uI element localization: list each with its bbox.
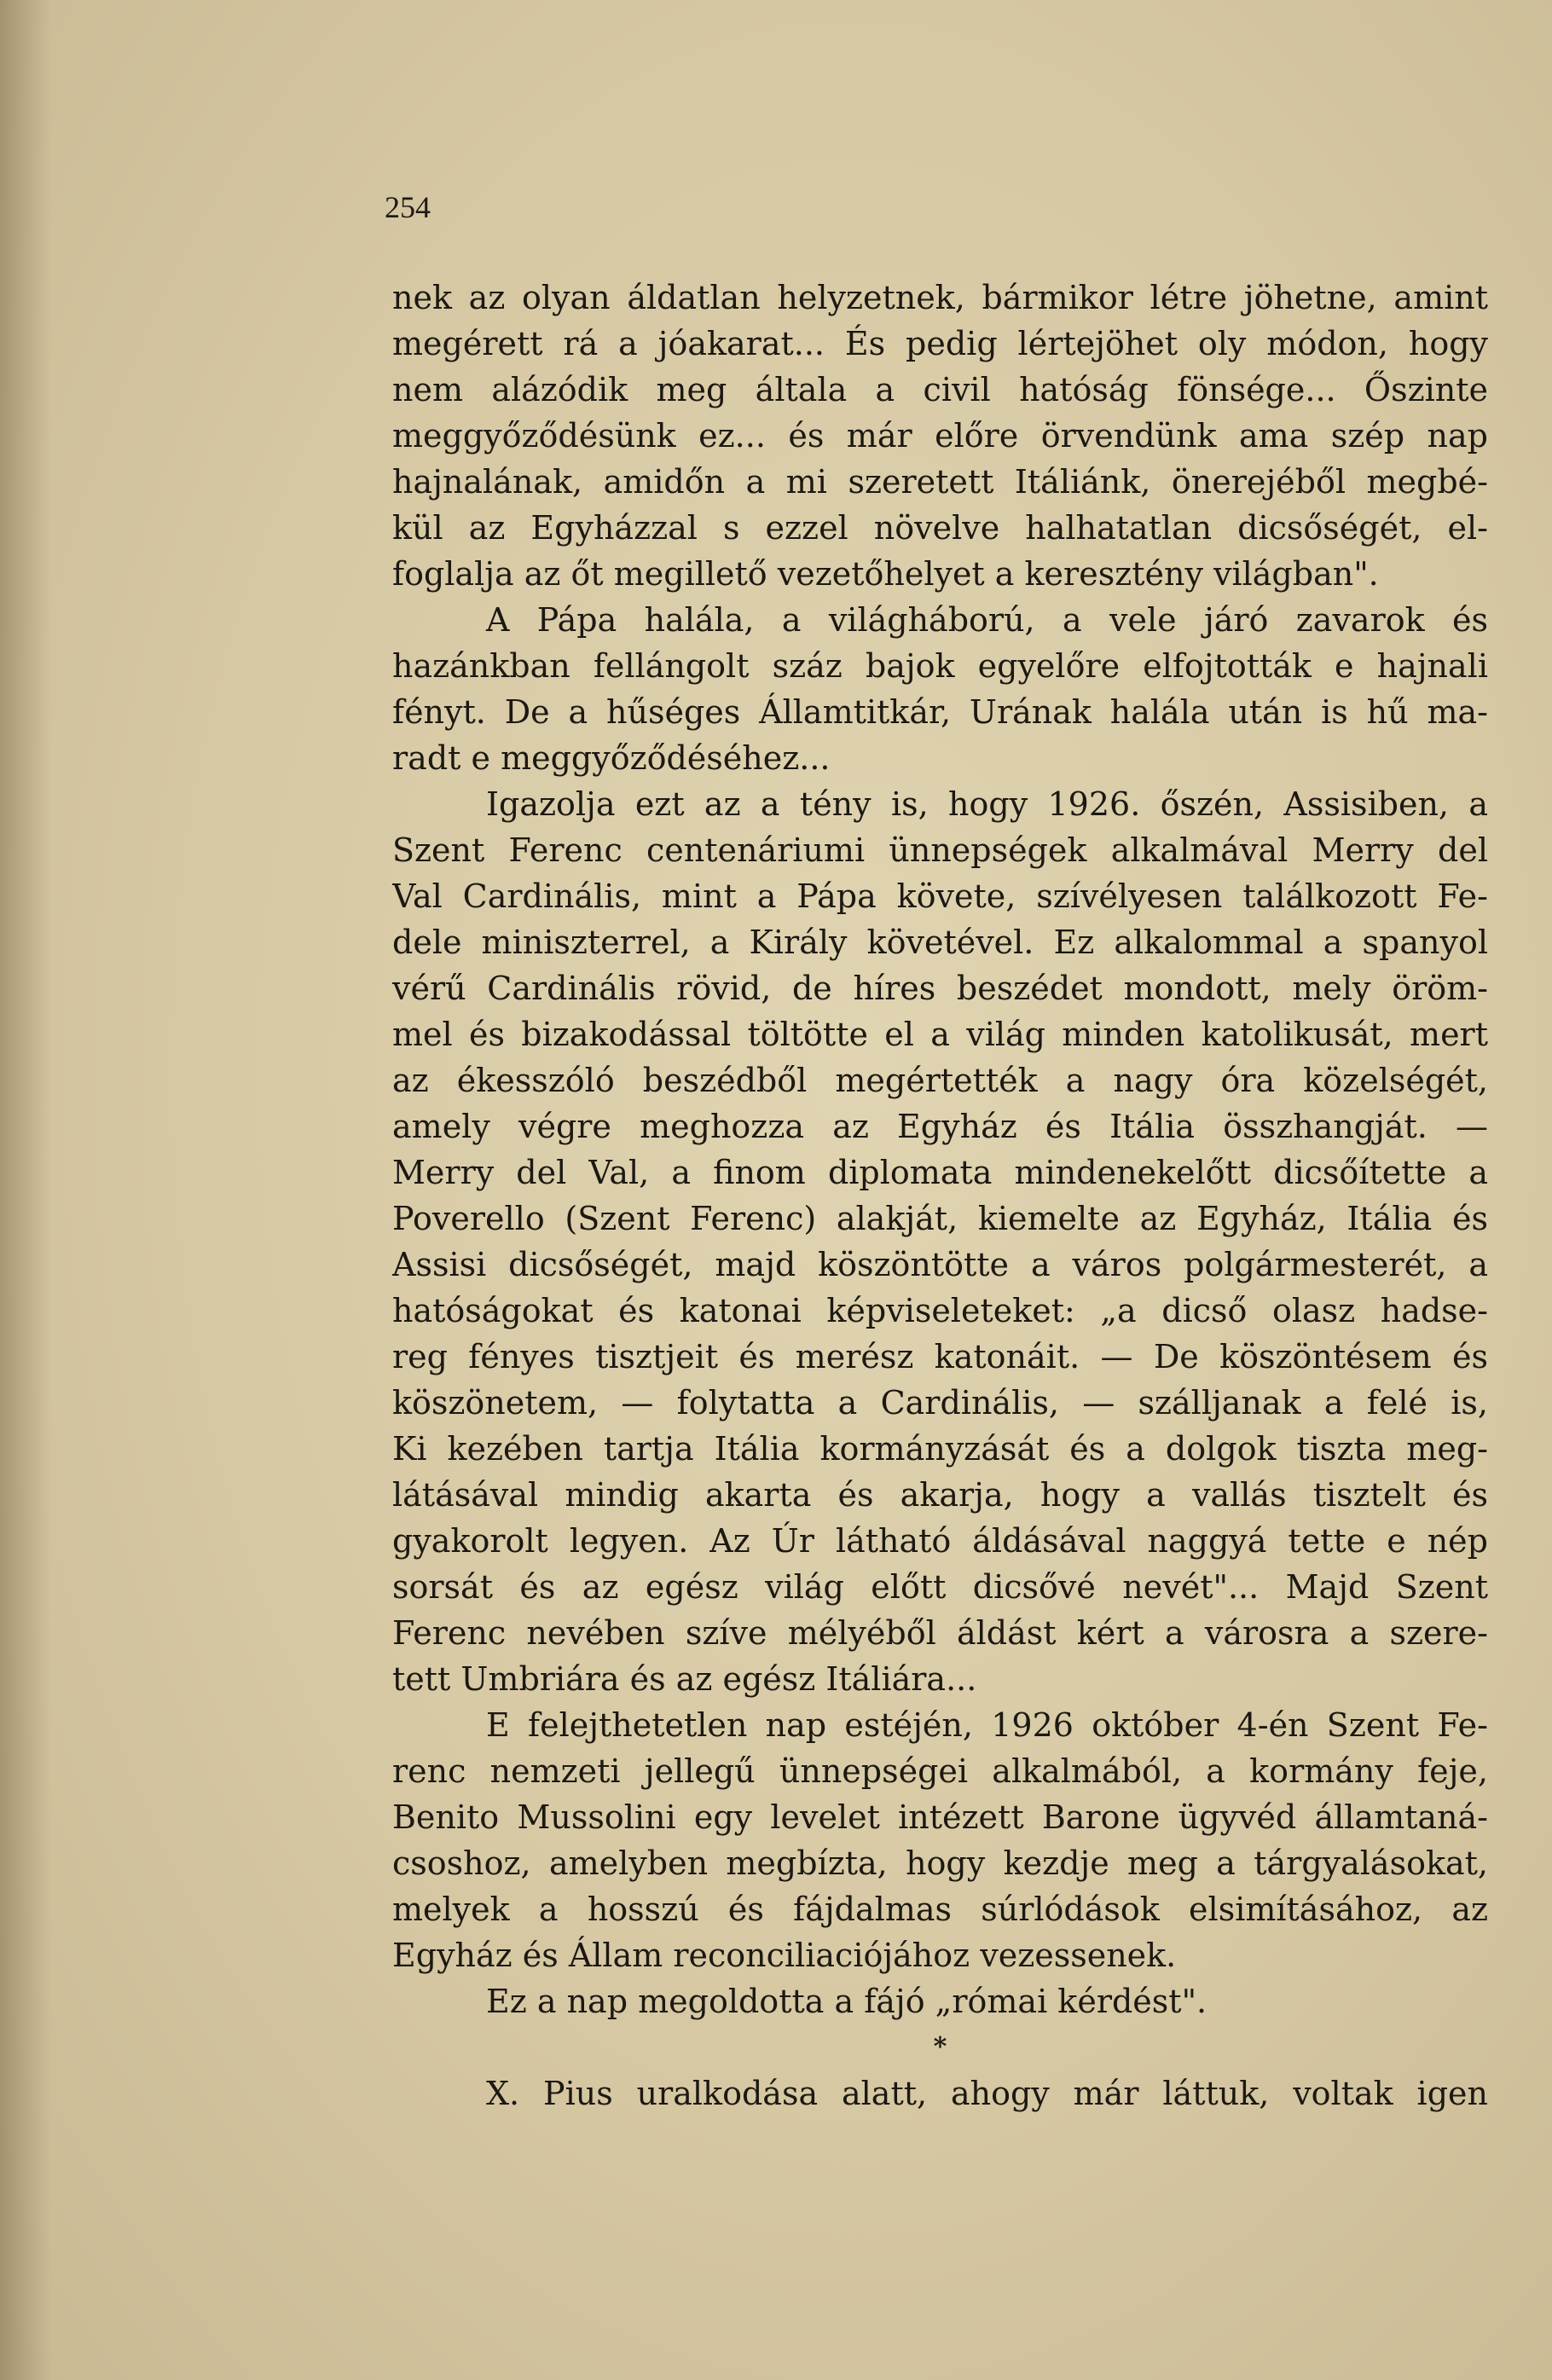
text-line: Assisi dicsőségét, majd köszöntötte a város polgármesterét, a xyxy=(392,1246,1488,1283)
text-line: Merry del Val, a finom diplomata mindenekelőtt dicsőítette a xyxy=(392,1154,1488,1191)
body-text xyxy=(392,275,1488,2117)
text-line: nem alázódik meg általa a civil hatóság fönsége... Őszinte xyxy=(392,371,1488,408)
text-line: hatóságokat és katonai képviseleteket: „a dicső olasz hadse- xyxy=(392,1292,1488,1329)
text-line: Ferenc nevében szíve mélyéből áldást kért a városra a szere- xyxy=(392,1614,1488,1652)
binding-shadow xyxy=(0,0,51,2380)
text-line: E felejthetetlen nap estéjén, 1926 október 4-én Szent Fe- xyxy=(486,1706,1488,1744)
text-line: hazánkban fellángolt száz bajok egyelőre elfojtották e hajnali xyxy=(392,647,1488,685)
text-line: csoshoz, amelyben megbízta, hogy kezdje meg a tárgyalásokat, xyxy=(392,1844,1488,1882)
text-line: Poverello (Szent Ferenc) alakját, kiemelte az Egyház, Itália és xyxy=(392,1200,1488,1237)
text-line: nek az olyan áldatlan helyzetnek, bármikor létre jöhetne, amint xyxy=(392,279,1488,316)
text-line: meggyőződésünk ez... és már előre örvendünk ama szép nap xyxy=(392,417,1488,455)
text-line: köszönetem, — folytatta a Cardinális, — szálljanak a felé is, xyxy=(392,1384,1488,1422)
text-line: Benito Mussolini egy levelet intézett Barone ügyvéd államtaná- xyxy=(392,1798,1488,1836)
text-line: reg fényes tisztjeit és merész katonáit. — De köszöntésem és xyxy=(392,1338,1488,1375)
text-line: hajnalának, amidőn a mi szeretett Itáliánk, önerejéből megbé- xyxy=(392,463,1488,501)
text-line: gyakorolt legyen. Az Úr látható áldásával naggyá tette e nép xyxy=(392,1522,1488,1560)
section-separator-asterisk: * xyxy=(933,2032,947,2062)
text-line: tett Umbriára és az egész Itáliára... xyxy=(392,1660,977,1698)
text-line: látásával mindig akarta és akarja, hogy a vallás tisztelt és xyxy=(392,1476,1488,1514)
text-line: az ékesszóló beszédből megértették a nagy óra közelségét, xyxy=(392,1062,1488,1099)
page-number: 254 xyxy=(385,190,431,224)
text-line: sorsát és az egész világ előtt dicsővé nevét"... Majd Szent xyxy=(392,1568,1488,1606)
text-line: kül az Egyházzal s ezzel növelve halhatatlan dicsőségét, el- xyxy=(392,509,1488,547)
text-line: X. Pius uralkodása alatt, ahogy már láttuk, voltak igen xyxy=(486,2075,1488,2112)
text-line: melyek a hosszú és fájdalmas súrlódások elsimításához, az xyxy=(392,1891,1488,1928)
text-line: fényt. De a hűséges Államtitkár, Urának halála után is hű ma- xyxy=(392,693,1488,731)
text-line: Ki kezében tartja Itália kormányzását és a dolgok tiszta meg- xyxy=(392,1430,1488,1468)
text-line: vérű Cardinális rövid, de híres beszédet mondott, mely öröm- xyxy=(392,970,1488,1007)
text-line: radt e meggyőződéséhez... xyxy=(392,739,831,777)
text-line: foglalja az őt megillető vezetőhelyet a keresztény világban". xyxy=(392,555,1379,593)
text-line: Szent Ferenc centenáriumi ünnepségek alkalmával Merry del xyxy=(392,831,1488,869)
text-line: Val Cardinális, mint a Pápa követe, szívélyesen találkozott Fe- xyxy=(392,877,1488,915)
text-line: Ez a nap megoldotta a fájó „római kérdést". xyxy=(486,1983,1207,2020)
text-line: Igazolja ezt az a tény is, hogy 1926. őszén, Assisiben, a xyxy=(486,785,1488,823)
text-line: amely végre meghozza az Egyház és Itália összhangját. — xyxy=(392,1108,1488,1145)
text-line: A Pápa halála, a világháború, a vele járó zavarok és xyxy=(486,601,1488,639)
text-line: renc nemzeti jellegű ünnepségei alkalmából, a kormány feje, xyxy=(392,1752,1488,1790)
text-line: Egyház és Állam reconciliaciójához vezessenek. xyxy=(392,1937,1177,1974)
text-line: mel és bizakodással töltötte el a világ minden katolikusát, mert xyxy=(392,1016,1488,1053)
text-line: megérett rá a jóakarat... És pedig lértejöhet oly módon, hogy xyxy=(392,325,1488,362)
text-line: dele miniszterrel, a Király követével. Ez alkalommal a spanyol xyxy=(392,924,1488,961)
